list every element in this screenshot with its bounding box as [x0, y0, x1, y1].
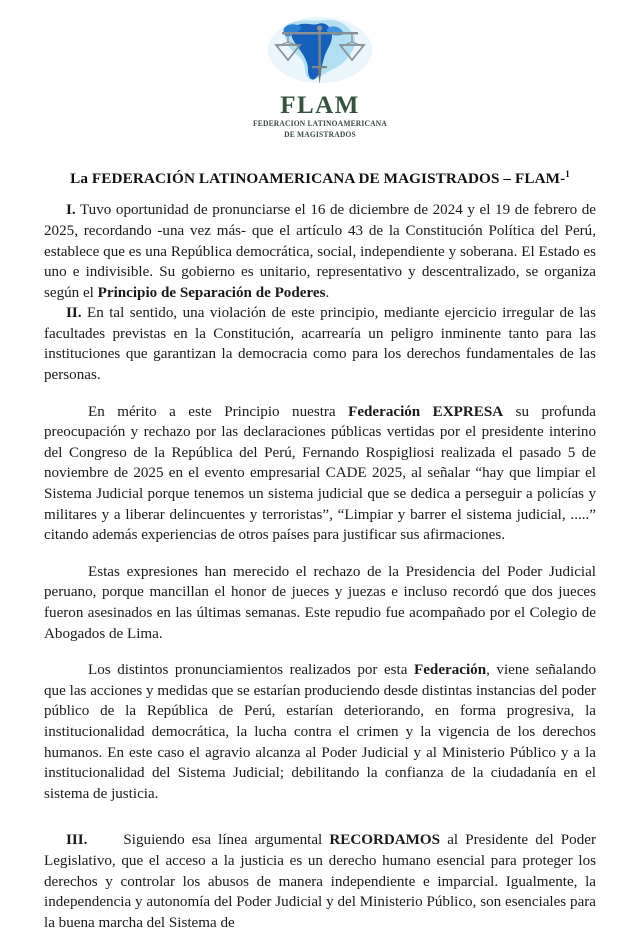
logo-subtitle-line-1: FEDERACION LATINOAMERICANA	[252, 118, 388, 129]
organization-logo	[44, 0, 596, 139]
paragraph-two	[44, 303, 596, 385]
paragraph-one-bold-term: Principio de Separación de Poderes	[97, 284, 326, 301]
document-title	[44, 169, 596, 188]
paragraph-three-text-b: su profunda preocupación y rechazo por las declaraciones públicas vertidas por el presidente interino del Congreso de la República del Perú, Fernando Rospigliosi realizada el pasado 5 de noviembre de 2025 en el evento empresarial CADE 2025, al señalar “hay que limpiar el Sistema Judicial porque tenemos un sistema judicial que se dedica a perseguir a policías y militares y a liberar delincuentes y terroristas”, “Limpiar y barrer el sistema judicial, .....” citando además experiencias de otros países para justificar sus afirmaciones.	[44, 403, 596, 544]
document-title-footnote-marker: 1	[565, 169, 570, 180]
paragraph-three	[44, 402, 596, 546]
paragraph-four	[44, 562, 596, 644]
paragraph-one-text-b: .	[325, 284, 330, 301]
flam-scales-map-logo-icon	[254, 12, 386, 92]
paragraph-five-text-b: , viene señalando que las acciones y medidas que se estarían produciendo desde distintas instancias del poder público de la República de Perú, estarían deteriorando, en forma progresiva, la institucionalidad democrática, la lucha contra el crimen y la vigencia de los derechos humanos. En este caso el agravio alcanza al Poder Judicial y al Ministerio Público y a la institucionalidad del Sistema Judicial; debilitando la confianza de la ciudadanía en el sistema de justicia.	[44, 662, 596, 802]
paragraph-six-bold-term: RECORDAMOS	[329, 832, 441, 849]
document-body	[44, 200, 596, 933]
paragraph-five	[44, 660, 596, 804]
paragraph-one-numeral: I.	[66, 202, 76, 219]
paragraph-one-text-a: Tuvo oportunidad de pronunciarse el 16 de diciembre de 2024 y el 19 de febrero de 2025, recordando -una vez más- que el artículo 43 de la Constitución Política del Perú, establece que es una República democrática, social, independiente y soberana. El Estado es uno e indivisible. Su gobierno es unitario, representativo y descentralizado, se organiza según el	[44, 202, 596, 301]
logo-wordmark: FLAM	[280, 92, 360, 119]
paragraph-five-text-a: Los distintos pronunciamientos realizados por esta	[88, 662, 414, 679]
paragraph-two-numeral: II.	[66, 305, 82, 322]
document-title-main: FEDERACIÓN LATINOAMERICANA DE MAGISTRADOS – FLAM-	[91, 170, 566, 188]
paragraph-one	[44, 200, 596, 303]
paragraph-five-bold-term: Federación	[414, 662, 487, 679]
paragraph-three-bold-term: Federación EXPRESA	[348, 403, 504, 420]
paragraph-two-text: En tal sentido, una violación de este principio, mediante ejercicio irregular de las facultades previstas en la Constitución, acarrearía un peligro inminente tanto para las instituciones que garantizan la democracia como para los derechos fundamentales de las personas.	[44, 305, 596, 384]
logo-subtitle-line-2: DE MAGISTRADOS	[284, 128, 356, 140]
paragraph-six-text-b: al Presidente del Poder Legislativo, que el acceso a la justicia es un derecho humano esencial para proteger los derechos y controlar los abusos de manera independiente e imparcial. Igualmente, la independencia y autonomía del Poder Judicial y del Ministerio Público, son esenciales para la buena marcha del Sistema de	[44, 832, 596, 931]
paragraph-three-text-a: En mérito a este Principio nuestra	[88, 403, 349, 420]
paragraph-four-text: Estas expresiones han merecido el rechazo de la Presidencia del Poder Judicial peruano, porque mancillan el honor de jueces y juezas e incluso recordó que dos jueces fueron asesinados en las últimas semanas. Este repudio fue acompañado por el Colegio de Abogados de Lima.	[44, 563, 596, 642]
paragraph-six-text-a: Siguiendo esa línea argumental	[123, 832, 330, 849]
document-title-prefix: La	[70, 170, 92, 188]
paragraph-six	[44, 830, 596, 933]
paragraph-six-numeral: III.	[66, 832, 88, 849]
